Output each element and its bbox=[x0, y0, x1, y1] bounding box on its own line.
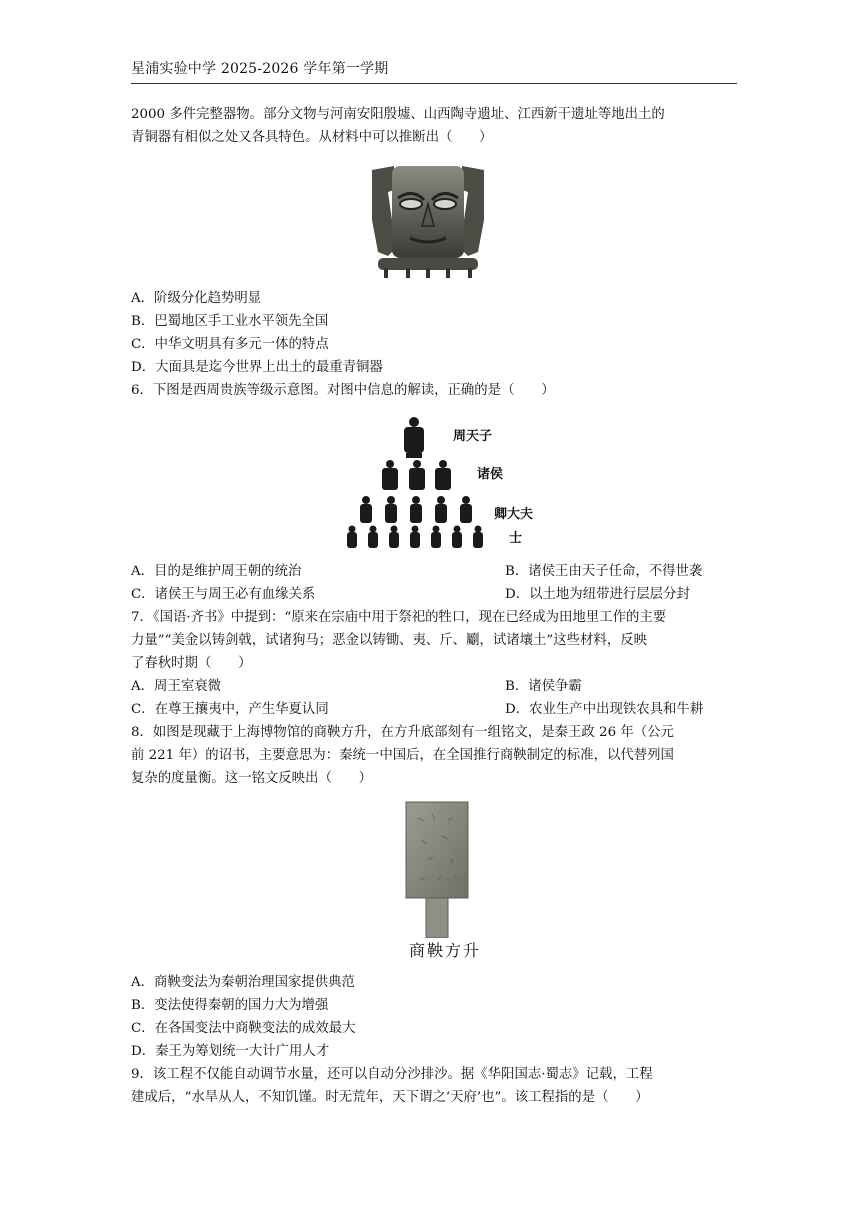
q8-option-c: C．在各国变法中商鞅变法的成效最大 bbox=[131, 1021, 356, 1036]
q6-stem: 6．下图是西周贵族等级示意图。对图中信息的解读，正确的是（ ） bbox=[131, 383, 555, 398]
figure-zhuhou bbox=[382, 460, 451, 490]
q8-option-d: D．秦王为筹划统一大计广用人才 bbox=[131, 1044, 330, 1059]
q5-option-a: A．阶级分化趋势明显 bbox=[131, 291, 262, 306]
level-label-qingdafu: 卿大夫 bbox=[494, 507, 534, 522]
q7-option-c: C．在尊王攘夷中，产生华夏认同 bbox=[131, 702, 329, 717]
q6-option-b: B．诸侯王由天子任命，不得世袭 bbox=[505, 564, 703, 579]
bronze-mask-image bbox=[358, 160, 498, 282]
q8-stem-line-2: 前 221 年）的诏书，主要意思为：秦统一中国后，在全国推行商鞅制定的标准，以代替列国 bbox=[131, 748, 674, 763]
q8-option-b: B．变法使得秦朝的国力大为增强 bbox=[131, 998, 329, 1013]
level-label-zhuhou: 诸侯 bbox=[477, 467, 504, 482]
q7-option-d: D．农业生产中出现铁农具和牛耕 bbox=[505, 702, 704, 717]
q8-option-a: A．商鞅变法为秦朝治理国家提供典范 bbox=[131, 975, 355, 990]
q5-option-c: C．中华文明具有多元一体的特点 bbox=[131, 337, 329, 352]
q7-stem-line-3: 了春秋时期（ ） bbox=[131, 656, 252, 671]
q7-option-a: A．周王室衰微 bbox=[131, 679, 222, 694]
q7-stem-line-2: 力量”“美金以铸剑戟，试诸狗马；恶金以铸锄、夷、斤、劚，试诸壤土”这些材料，反映 bbox=[131, 633, 647, 648]
q8-stem-line-3: 复杂的度量衡。这一铭文反映出（ ） bbox=[131, 771, 373, 786]
q9-stem-line-2: 建成后，“水旱从人，不知饥馑。时无荒年，天下谓之‘天府’也”。该工程指的是（ ） bbox=[131, 1090, 649, 1105]
q5-option-d: D．大面具是迄今世界上出土的最重青铜器 bbox=[131, 360, 383, 375]
q6-option-d: D．以土地为纽带进行层层分封 bbox=[505, 587, 690, 602]
q7-option-b: B．诸侯争霸 bbox=[505, 679, 582, 694]
shang-yang-measure-image bbox=[404, 800, 470, 938]
figure-shi bbox=[347, 526, 483, 549]
level-label-tianzi: 周天子 bbox=[453, 429, 493, 444]
figure-caption: 商鞅方升 bbox=[409, 941, 482, 960]
q5-option-b: B．巴蜀地区手工业水平领先全国 bbox=[131, 314, 329, 329]
figure-tianzi bbox=[404, 417, 424, 458]
q6-option-a: A．目的是维护周王朝的统治 bbox=[131, 564, 302, 579]
header-title: 星浦实验中学 2025-2026 学年第一学期 bbox=[131, 61, 389, 77]
q6-option-c: C．诸侯王与周王必有血缘关系 bbox=[131, 587, 316, 602]
q5-stem-line-1: 2000 多件完整器物。部分文物与河南安阳殷墟、山西陶寺遗址、江西新干遗址等地出土的 bbox=[131, 107, 665, 122]
page-header bbox=[131, 58, 737, 84]
q8-stem-line-1: 8．如图是现藏于上海博物馆的商鞅方升，在方升底部刻有一组铭文，是秦王政 26 年（公元 bbox=[131, 725, 674, 740]
level-label-shi: 士 bbox=[509, 531, 523, 546]
figure-qingdafu bbox=[360, 496, 472, 523]
q7-stem-line-1: 7．《国语·齐书》中提到：“原来在宗庙中用于祭祀的牲口，现在已经成为田地里工作的主要 bbox=[131, 610, 667, 625]
q5-stem-line-2: 青铜器有相似之处又各具特色。从材料中可以推断出（ ） bbox=[131, 130, 493, 145]
q9-stem-line-1: 9．该工程不仅能自动调节水量，还可以自动分沙排沙。据《华阳国志·蜀志》记载，工程 bbox=[131, 1067, 653, 1082]
